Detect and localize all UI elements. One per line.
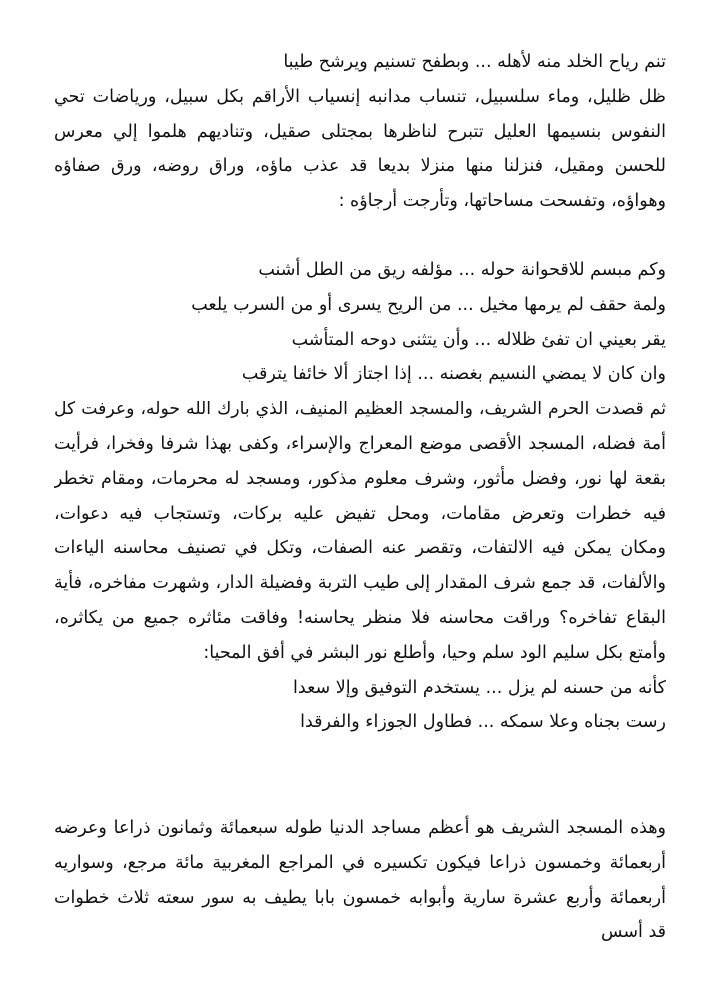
text-line: والألفات، قد جمع شرف المقدار إلى طيب التربة وفضيلة الدار، وشهرت مفاخره، فأية <box>54 573 666 594</box>
text-line: أمة فضله، المسجد الأقصى موضع المعراج والإسراء، وكفى بهذا شرفا وفخرا، فرأيت <box>54 433 666 454</box>
verse-line: وكم مبسم للاقحوانة حوله ... مؤلفه ريق من الطل أشنب <box>258 260 666 280</box>
paragraph-mosque-dimensions <box>54 811 666 950</box>
text-line: البقاع تفاخره؟ وراقت محاسنه فلا منظر يحاسنه! وفاقت مئاثره جميع من يكاثره، <box>54 607 666 628</box>
text-line: ومكان يمكن فيه الالتفات، وتقصر عنه الصفات، وتكل في تصنيف محاسنه الياءات <box>54 538 666 559</box>
text-line: النفوس بنسيمها العليل تتبرح لناظرها بمجتلى صقيل، وتناديهم هلموا إلي معرس <box>54 121 666 142</box>
verse-line: رست بجناه وعلا سمكه ... فطاول الجوزاء والفرقدا <box>300 712 666 733</box>
text-line: وأمتع بكل سليم الود سلم وحيا، وأطلع نور البشر في أفق المحيا: <box>203 642 666 663</box>
text-line: وهواؤه، وتفسحت مساحاتها، وتأرجت أرجاؤه : <box>338 191 666 212</box>
text-line: ظل ظليل، وماء سلسبيل، تنساب مدانبه إنسياب الأراقم بكل سبيل، ورياضات تحي <box>54 86 666 107</box>
verse-line: كأنه من حسنه لم يزل ... يستخدم التوفيق وإلا سعدا <box>293 677 666 698</box>
verse-line: ولمة حقف لم يرمها مخيل ... من الريح يسرى أو من السرب يلعب <box>191 294 666 315</box>
text-line: أربعمائة وخمسون ذراعا فيكون تكسيره في المراجع المغربية مائة مرجع، وسواريه <box>54 852 666 873</box>
text-line: وهذه المسجد الشريف هو أعظم مساجد الدنيا طوله سبعمائة وثمانون ذراعا وعرضه <box>54 818 666 838</box>
text-line: للحسن ومقيل، فنزلنا منها منزلا بديعا قد عذب ماؤه، وراق روضه، ورق صفاؤه <box>54 156 666 177</box>
text-line: قد أسس <box>601 922 666 943</box>
verse-line: وان كان لا يمضي النسيم بغصنه ... إذا اجتاز ألا خائفا يترقب <box>241 364 666 385</box>
paragraph-poem-and-mosque <box>54 253 666 740</box>
verse-line: تنم رياح الخلد منه لأهله ... وبطفح تسنيم ويرشح طيبا <box>283 52 666 72</box>
text-line: بقعة لها نور، وفضل مأثور، وشرف معلوم مذكور، ومسجد له محرمات، ومقام تخطر <box>54 468 666 489</box>
paragraph-garden-description <box>54 45 666 219</box>
verse-line: يقر بعيني ان تفئ ظلاله ... وأن يتثنى دوحه المتأشب <box>291 329 666 350</box>
text-line: فيه خطرات وتعرض مقامات، ومحل تفيض عليه بركات، وتستجاب فيه دعوات، <box>54 503 666 524</box>
text-line: أربعمائة وأربع عشرة سارية وأبوابه خمسون بابا يطيف به سور سعته ثلاث خطوات <box>54 887 666 908</box>
text-line: ثم قصدت الحرم الشريف، والمسجد العظيم المنيف، الذي بارك الله حوله، وعرفت كل <box>54 399 666 420</box>
